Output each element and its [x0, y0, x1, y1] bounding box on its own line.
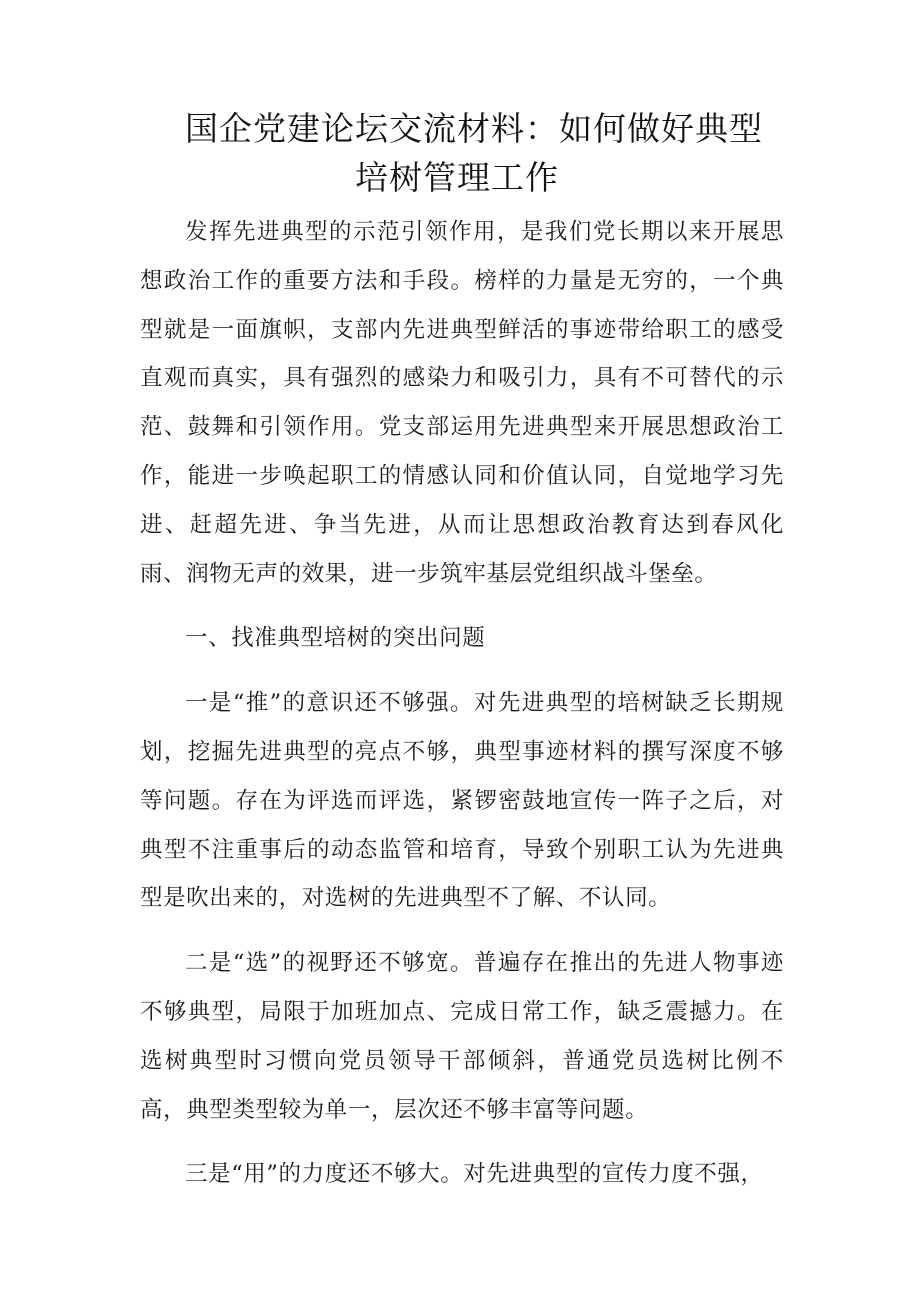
point-one-paragraph: 一是“推”的意识还不够强。对先进典型的培树缺乏长期规划，挖掘先进典型的亮点不够，典型事迹材料的撰写深度不够等问题。存在为评选而评选，紧锣密鼓地宣传一阵子之后，对典型不注重事后的动态监管和培育，导致个别职工认为先进典型是吹出来的，对选树的先进典型不了解、不认同。 [140, 690, 784, 912]
point-two-paragraph: 二是“选”的视野还不够宽。普遍存在推出的先进人物事迹不够典型，局限于加班加点、完成日常工作，缺乏震撼力。在选树典型时习惯向党员领导干部倾斜，普通党员选树比例不高，典型类型较为单一，层次还不够丰富等问题。 [140, 950, 784, 1123]
intro-paragraph: 发挥先进典型的示范引领作用，是我们党长期以来开展思想政治工作的重要方法和手段。榜样的力量是无穷的，一个典型就是一面旗帜，支部内先进典型鲜活的事迹带给职工的感受直观而真实，具有强烈的感染力和吸引力，具有不可替代的示范、鼓舞和引领作用。党支部运用先进典型来开展思想政治工作，能进一步唤起职工的情感认同和价值认同，自觉地学习先进、赶超先进、争当先进，从而让思想政治教育达到春风化雨、润物无声的效果，进一步筑牢基层党组织战斗堡垒。 [140, 219, 784, 587]
title-line-1: 国企党建论坛交流材料：如何做好典型 [185, 109, 763, 148]
document-title [0, 104, 920, 202]
document-body [140, 208, 784, 1199]
section-heading: 一、找准典型培树的突出问题 [185, 625, 486, 652]
title-line-2: 培树管理工作 [355, 158, 559, 197]
point-three-paragraph: 三是“用”的力度还不够大。对先进典型的宣传力度不强， [185, 1161, 764, 1188]
